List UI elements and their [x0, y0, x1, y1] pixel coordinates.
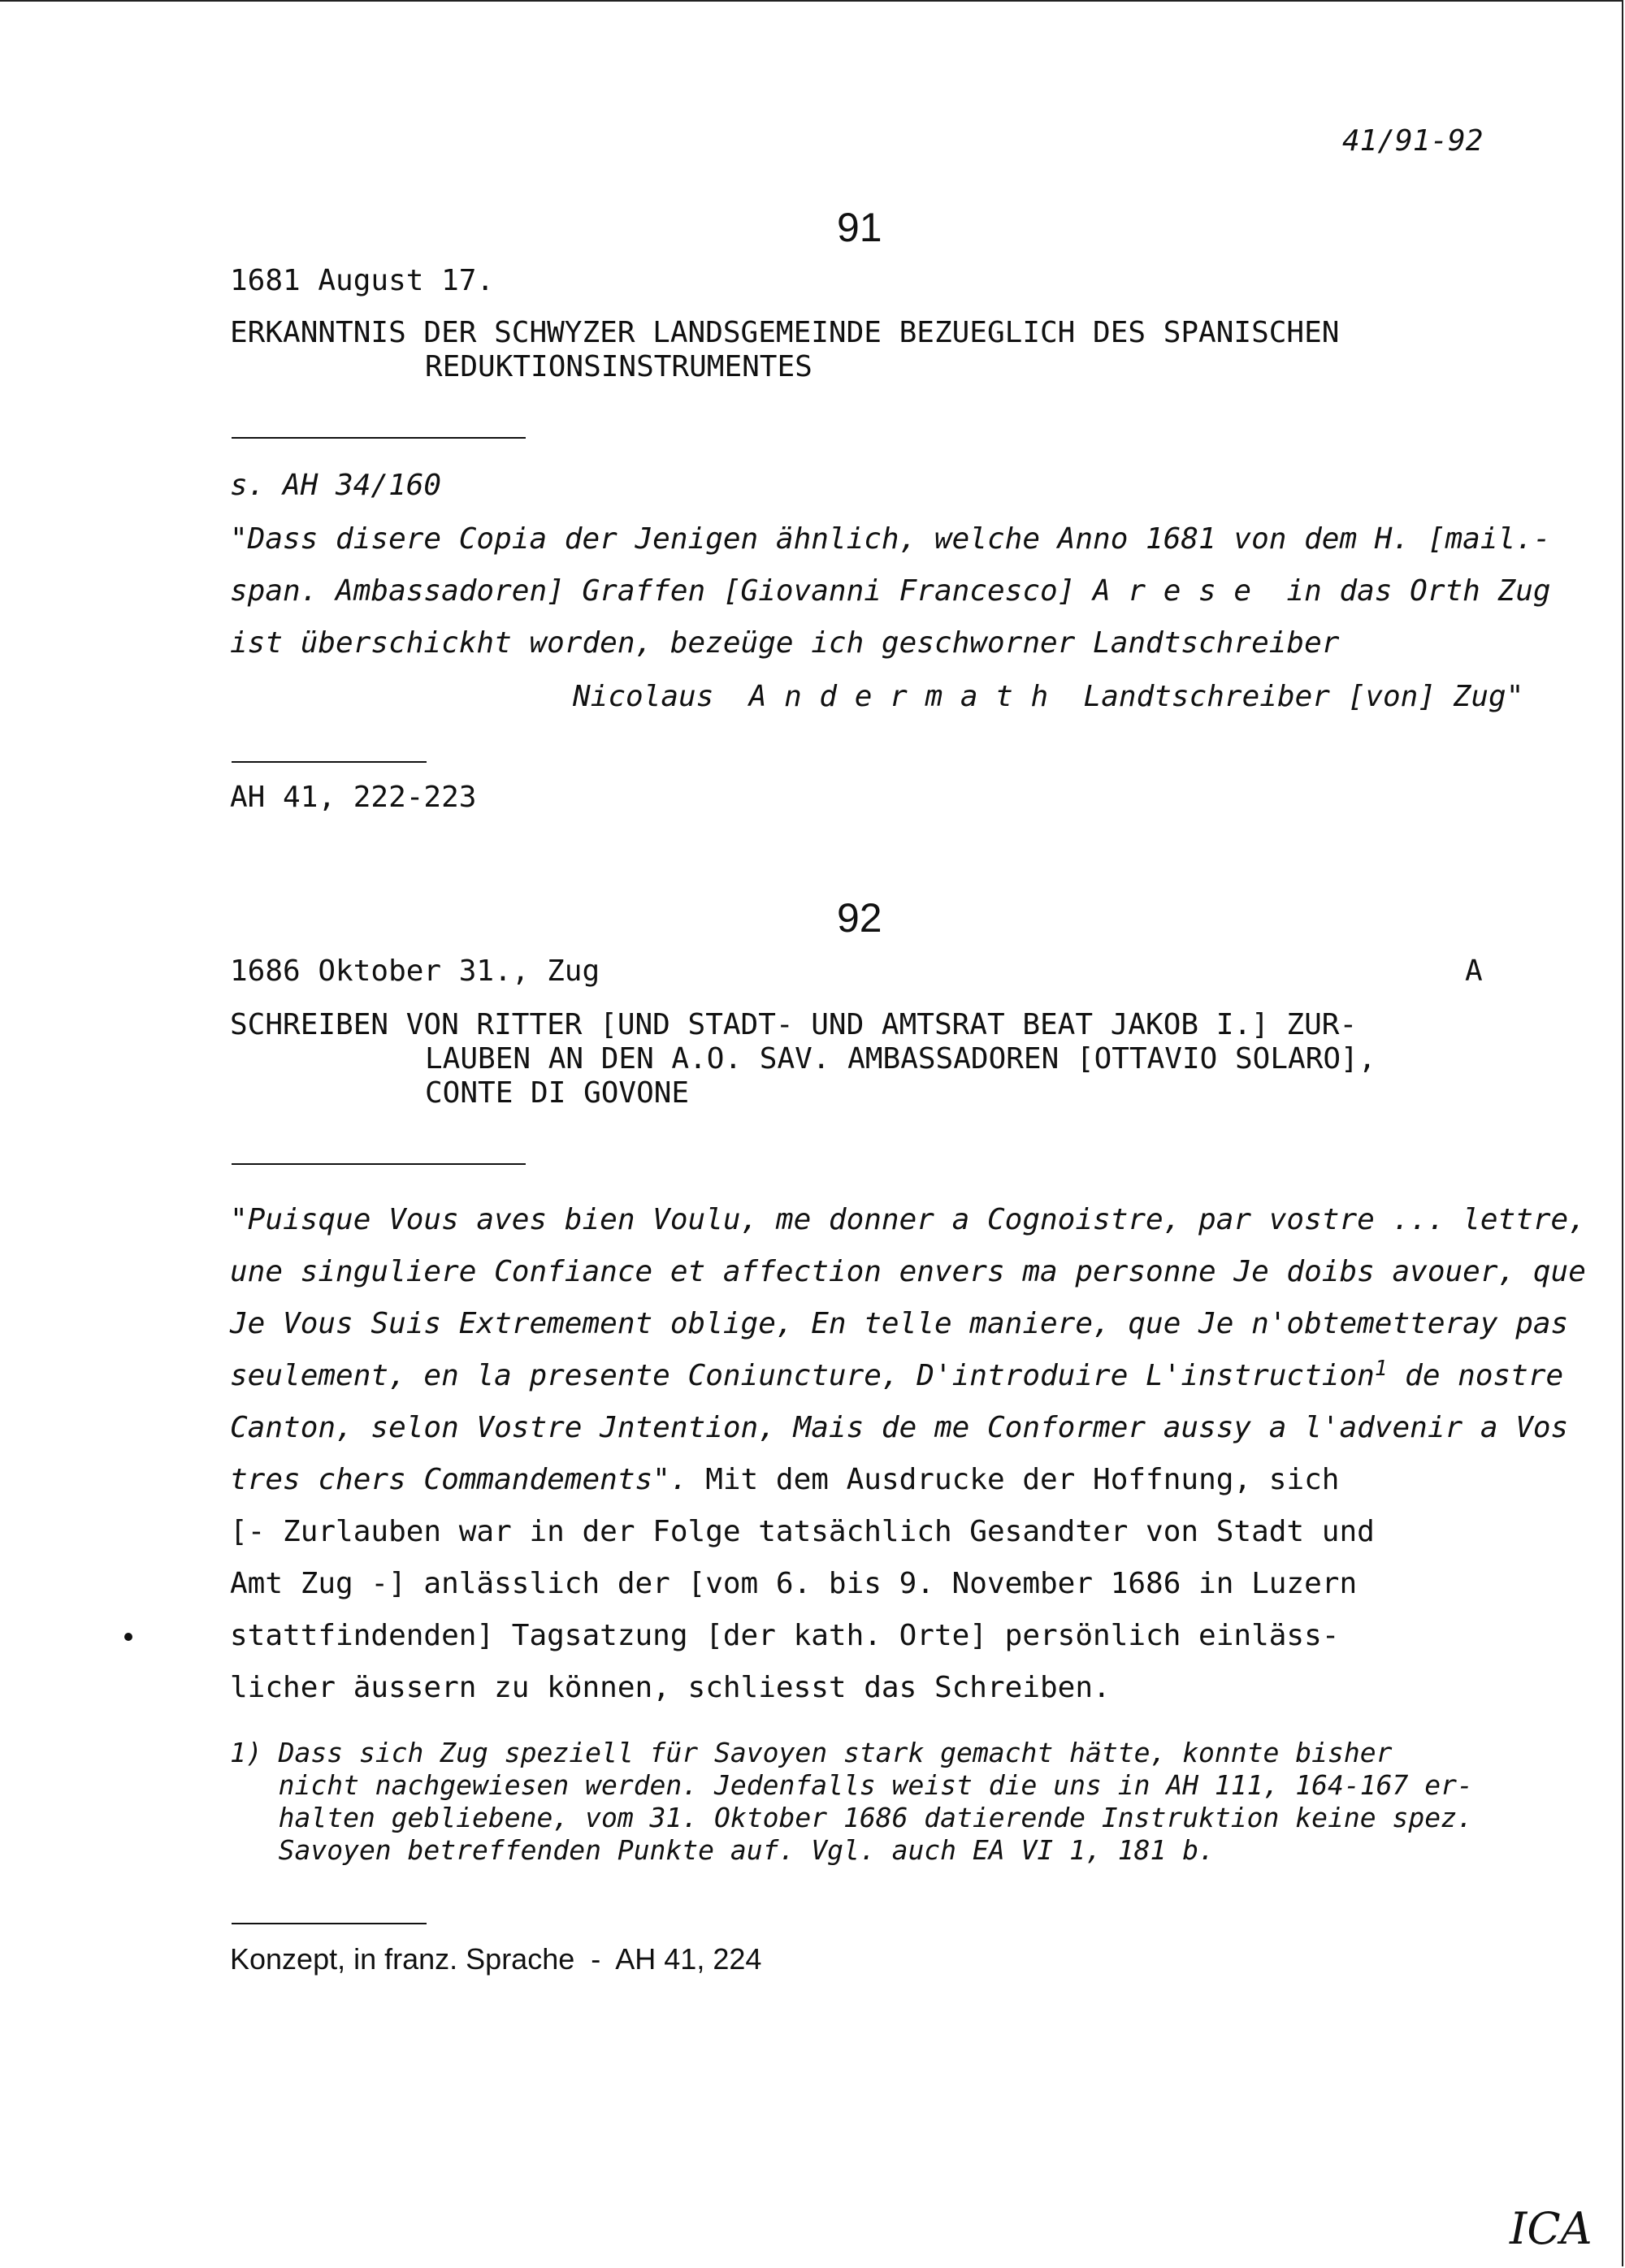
doc-92-body-start: Mit dem Ausdrucke der Hoffnung, sich: [687, 1463, 1340, 1496]
doc-92-quote-end: tres chers Commandements".: [230, 1463, 688, 1496]
doc-92-title-line-3: CONTE DI GOVONE: [425, 1076, 690, 1110]
doc-92-quote-line-3: Je Vous Suis Extremement oblige, En telle maniere, que Je n'obtemetteray pas: [230, 1307, 1569, 1340]
footnote-line-2: nicht nachgewiesen werden. Jedenfalls weist die uns in AH 111, 164-167 er-: [230, 1769, 1473, 1801]
doc-91-quote-line-2: span. Ambassadoren] Graffen [Giovanni Francesco] A r e s e in das Orth Zug: [230, 574, 1551, 608]
footnote-line-3: halten gebliebene, vom 31. Oktober 1686 datierende Instruktion keine spez.: [230, 1802, 1473, 1833]
doc-92-date: 1686 Oktober 31., Zug: [230, 954, 600, 988]
doc-92-letter: A: [1465, 954, 1483, 988]
doc-91-divider: [232, 437, 526, 439]
margin-dot: [124, 1633, 132, 1641]
doc-91-reference: s. AH 34/160: [230, 469, 442, 502]
doc-92-body-line-2: Amt Zug -] anlässlich der [vom 6. bis 9. November 1686 in Luzern: [230, 1567, 1358, 1600]
doc-92-number: 92: [837, 895, 882, 941]
doc-91-quote-line-3: ist überschickht worden, bezeüge ich geschworner Landtschreiber: [230, 626, 1340, 660]
doc-92-divider: [232, 1163, 526, 1165]
doc-91-source-divider: [232, 761, 427, 763]
doc-91-quote-line-1: "Dass disere Copia der Jenigen ähnlich, welche Anno 1681 von dem H. [mail.-: [230, 522, 1551, 556]
doc-92-quote-line-4: [230, 1358, 1563, 1394]
page-reference: 41/91-92: [1342, 124, 1484, 158]
doc-92-quote-line-4-start: seulement, en la presente Coniuncture, D'introduire L'instruction: [230, 1359, 1375, 1392]
doc-92-source: Konzept, in franz. Sprache - AH 41, 224: [230, 1942, 762, 1976]
doc-92-title-line-2: LAUBEN AN DEN A.O. SAV. AMBASSADOREN [OTTAVIO SOLARO],: [425, 1042, 1376, 1076]
doc-92-quote-line-1: "Puisque Vous aves bien Voulu, me donner a Cognoistre, par vostre ... lettre,: [230, 1203, 1586, 1236]
doc-91-quote-signature: Nicolaus A n d e r m a t h Landtschreiber [von] Zug": [573, 680, 1524, 713]
doc-92-body-line-1: [- Zurlauben war in der Folge tatsächlich Gesandter von Stadt und: [230, 1515, 1375, 1548]
doc-92-source-divider: [232, 1923, 427, 1924]
doc-92-quote-line-4-end: de nostre: [1387, 1359, 1564, 1392]
doc-92-quote-line-5: Canton, selon Vostre Jntention, Mais de me Conformer aussy a l'advenir a Vos: [230, 1411, 1569, 1444]
doc-91-source: AH 41, 222-223: [230, 781, 477, 814]
doc-92-body-line-3: stattfindenden] Tagsatzung [der kath. Orte] persönlich einläss-: [230, 1619, 1340, 1652]
doc-92-title-line-1: SCHREIBEN VON RITTER [UND STADT- UND AMTSRAT BEAT JAKOB I.] ZUR-: [230, 1008, 1358, 1041]
handwritten-page-mark: ICA: [1510, 2203, 1592, 2254]
doc-91-date: 1681 August 17.: [230, 264, 495, 297]
doc-91-title-line-2: REDUKTIONSINSTRUMENTES: [425, 350, 812, 383]
footnote-reference-mark: 1: [1374, 1357, 1388, 1381]
doc-92-quote-line-6: [230, 1462, 1339, 1498]
footnote-line-1: 1) Dass sich Zug speziell für Savoyen stark gemacht hätte, konnte bisher: [230, 1737, 1393, 1768]
doc-91-number: 91: [837, 205, 882, 250]
footnote-line-4: Savoyen betreffenden Punkte auf. Vgl. auch EA VI 1, 181 b.: [230, 1834, 1215, 1866]
doc-92-quote-line-2: une singuliere Confiance et affection envers ma personne Je doibs avouer, que: [230, 1255, 1586, 1288]
doc-91-title-line-1: ERKANNTNIS DER SCHWYZER LANDSGEMEINDE BEZUEGLICH DES SPANISCHEN: [230, 316, 1340, 349]
doc-92-body-line-4: licher äussern zu können, schliesst das Schreiben.: [230, 1671, 1111, 1704]
